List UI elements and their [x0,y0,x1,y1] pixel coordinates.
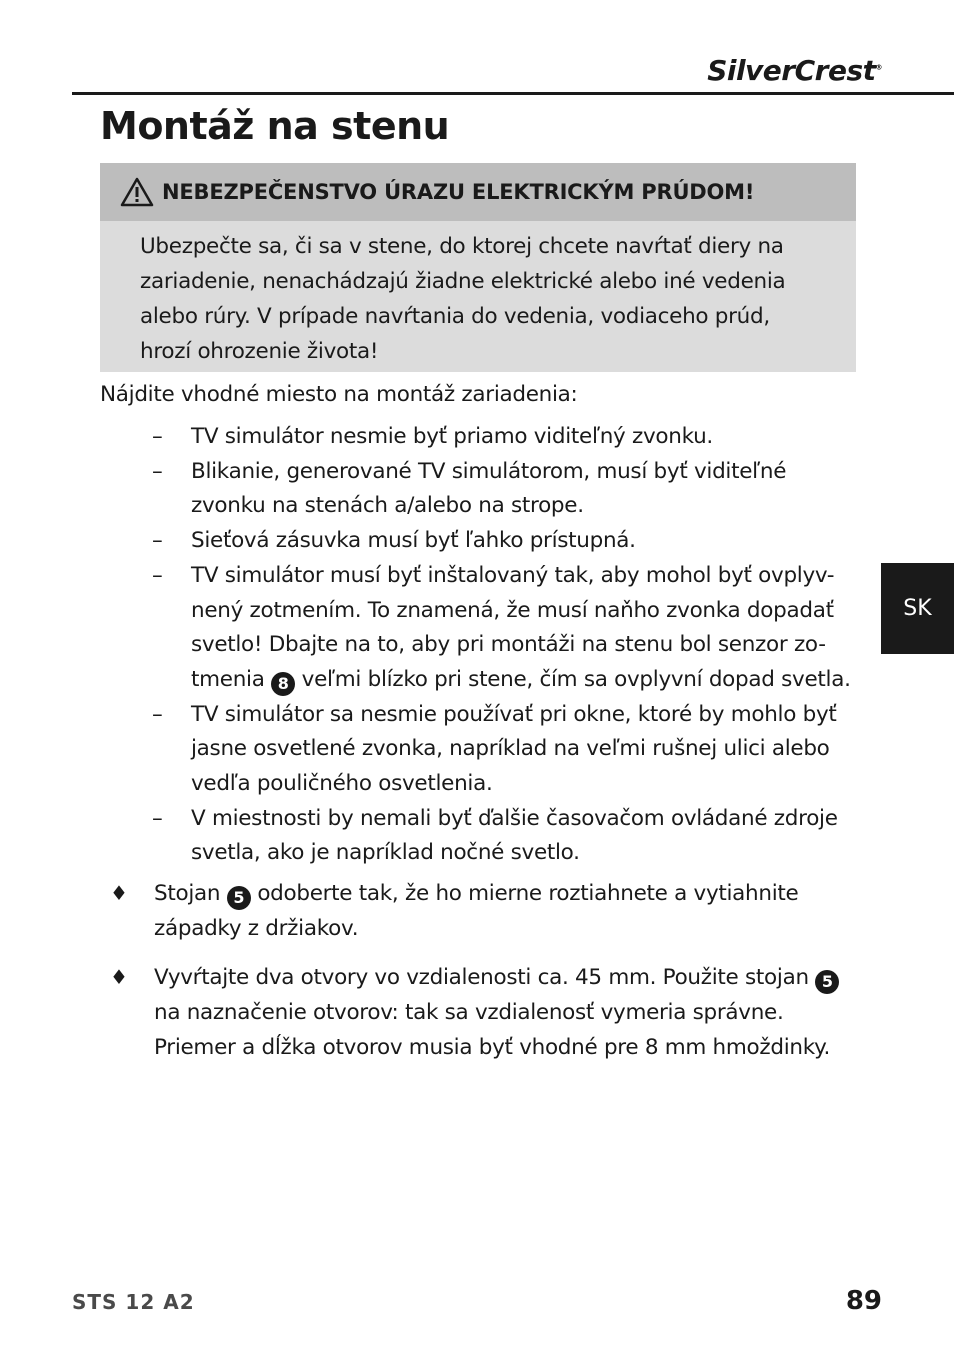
dash-marker: – [152,562,163,588]
step-line [154,876,844,911]
line-text: Vyvŕtajte dva otvory vo vzdialenosti ca. 45 mm. Použite stojan [154,965,809,990]
warning-title: NEBEZPEČENSTVO ÚRAZU ELEKTRICKÝM PRÚDOM! [162,180,755,204]
header-divider [72,92,954,95]
warning-header [100,163,856,221]
part-number-8-icon: 8 [271,672,295,696]
list-item-line: V miestnosti by nemali byť ďalšie časovačom ovládané zdroje [191,805,838,831]
warning-line: alebo rúry. V prípade navŕtania do vedenia, vodiaceho prúd, [140,304,770,329]
list-item [152,420,892,455]
list-item-line: svetlo! Dbajte na to, aby pri montáži na stenu bol senzor zo- [191,632,826,658]
list-item [152,524,892,559]
list-item-line: svetla, ako je napríklad nočné svetlo. [191,840,580,866]
line-text: tmenia [191,666,265,692]
list-item-line: vedľa pouličného osvetlenia. [191,771,493,797]
list-item-line [191,663,891,698]
instruction-step [110,960,844,1065]
list-item-line: Blikanie, generované TV simulátorom, musí byť viditeľné [191,458,787,484]
page-title: Montáž na stenu [100,104,450,148]
brand-name: SilverCrest [707,54,876,87]
part-number-5-icon: 5 [815,970,839,994]
instruction-step [110,876,844,946]
line-text: veľmi blízko pri stene, čím sa ovplyvní dopad svetla. [301,666,851,692]
list-item [152,802,892,871]
page-number: 89 [845,1286,882,1316]
warning-line: zariadenie, nenachádzajú žiadne elektrické alebo iné vedenia [140,269,786,294]
warning-box [100,163,856,372]
warning-line: Ubezpečte sa, či sa v stene, do ktorej chcete navŕtať diery na [140,234,784,259]
intro-text: Nájdite vhodné miesto na montáž zariadenia: [100,382,578,407]
step-line: Priemer a dĺžka otvorov musia byť vhodné pre 8 mm hmoždinky. [154,1035,830,1060]
warning-triangle-icon [120,177,154,207]
line-text: odoberte tak, že ho mierne roztiahnete a vytiahnite [257,881,799,906]
step-line: na naznačenie otvorov: tak sa vzdialenosť vymeria správne. [154,1000,784,1025]
list-item [152,455,892,524]
language-tab: SK [881,563,954,654]
dash-marker: – [152,528,163,554]
warning-text [140,229,840,369]
list-item-line: TV simulátor musí byť inštalovaný tak, aby mohol byť ovplyv- [191,562,835,588]
list-item-line: TV simulátor sa nesmie používať pri okne, ktoré by mohlo byť [191,701,837,727]
line-text: Stojan [154,881,221,906]
list-item [152,559,892,698]
registered-mark: ® [875,63,882,72]
list-item-line: nený zotmením. To znamená, že musí naňho zvonka dopadať [191,597,834,623]
step-line [154,960,844,995]
list-item-line: TV simulátor nesmie byť priamo viditeľný zvonku. [191,424,713,449]
requirements-list [152,420,892,871]
list-item-line: zvonku na stenách a/alebo na strope. [191,493,584,519]
diamond-bullet-icon: ♦ [110,965,128,989]
list-item [152,698,892,802]
part-number-5-icon: 5 [227,886,251,910]
brand-logo [707,54,882,87]
footer-model: STS 12 A2 [72,1290,195,1314]
diamond-bullet-icon: ♦ [110,881,128,905]
step-line: západky z držiakov. [154,916,359,941]
dash-marker: – [152,701,163,727]
dash-marker: – [152,458,163,484]
dash-marker: – [152,424,163,449]
dash-marker: – [152,805,163,831]
warning-line: hrozí ohrozenie života! [140,339,379,364]
list-item-line: Sieťová zásuvka musí byť ľahko prístupná. [191,528,636,554]
list-item-line: jasne osvetlené zvonka, napríklad na veľmi rušnej ulici alebo [191,736,830,762]
